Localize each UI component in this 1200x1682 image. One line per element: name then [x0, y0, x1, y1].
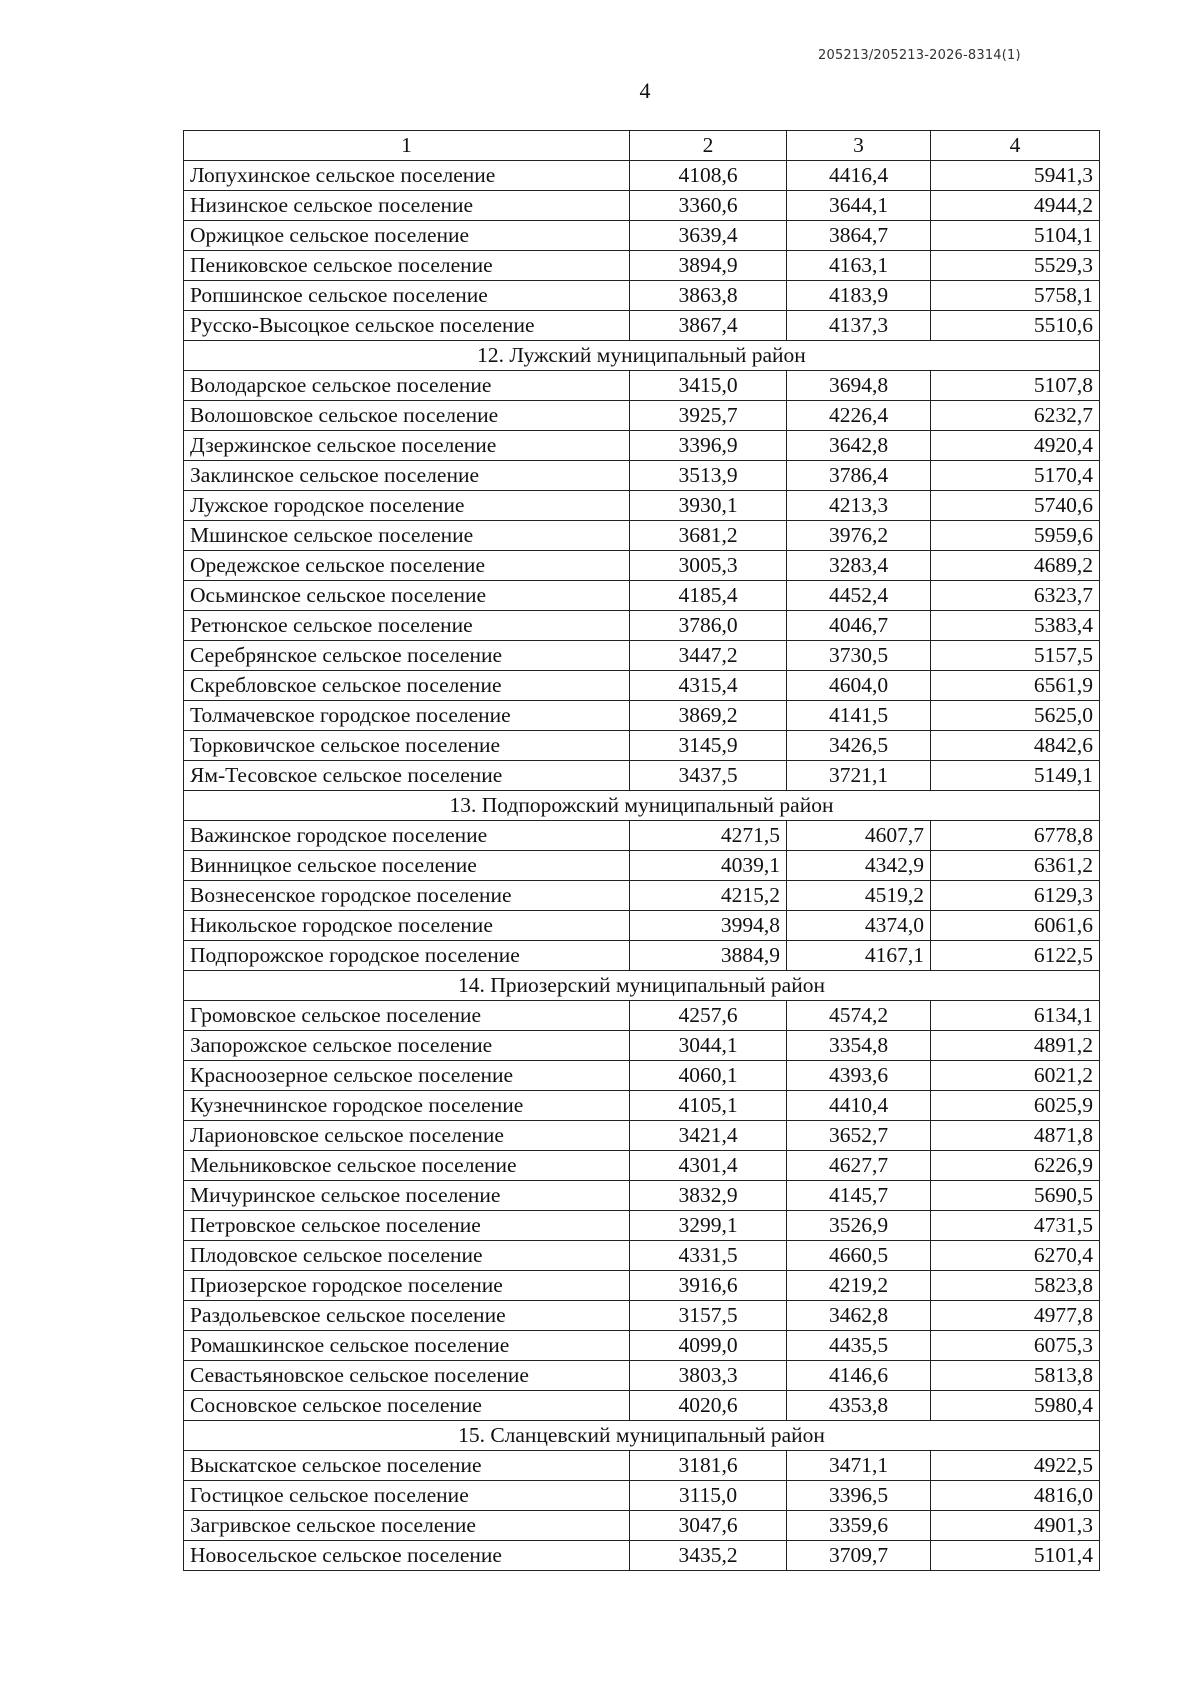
- value-cell-col2: 4301,4: [630, 1151, 787, 1181]
- settlement-name-cell: Подпорожское городское поселение: [184, 941, 630, 971]
- value-cell-col3: 4163,1: [787, 251, 931, 281]
- table-row: [184, 281, 1100, 311]
- settlement-name-cell: Оредежское сельское поселение: [184, 551, 630, 581]
- settlement-name-cell: Пениковское сельское поселение: [184, 251, 630, 281]
- value-cell-col3: 4416,4: [787, 161, 931, 191]
- value-cell-col3: 3283,4: [787, 551, 931, 581]
- value-cell-col2: 3435,2: [630, 1541, 787, 1571]
- value-cell-col4: 6061,6: [931, 911, 1100, 941]
- settlement-name-cell: Винницкое сельское поселение: [184, 851, 630, 881]
- value-cell-col2: 4257,6: [630, 1001, 787, 1031]
- settlement-name-cell: Севастьяновское сельское поселение: [184, 1361, 630, 1391]
- value-cell-col2: 3044,1: [630, 1031, 787, 1061]
- value-cell-col2: 3421,4: [630, 1121, 787, 1151]
- settlement-name-cell: Оржицкое сельское поселение: [184, 221, 630, 251]
- table-row: [184, 461, 1100, 491]
- value-cell-col4: 6226,9: [931, 1151, 1100, 1181]
- value-cell-col2: 3894,9: [630, 251, 787, 281]
- value-cell-col3: 3642,8: [787, 431, 931, 461]
- settlement-name-cell: Вознесенское городское поселение: [184, 881, 630, 911]
- settlement-name-cell: Мичуринское сельское поселение: [184, 1181, 630, 1211]
- table-row: [184, 1151, 1100, 1181]
- value-cell-col3: 3354,8: [787, 1031, 931, 1061]
- value-cell-col4: 4944,2: [931, 191, 1100, 221]
- value-cell-col3: 4167,1: [787, 941, 931, 971]
- settlement-name-cell: Ретюнское сельское поселение: [184, 611, 630, 641]
- table-row: [184, 671, 1100, 701]
- value-cell-col4: 6025,9: [931, 1091, 1100, 1121]
- settlement-name-cell: Важинское городское поселение: [184, 821, 630, 851]
- value-cell-col2: 3145,9: [630, 731, 787, 761]
- value-cell-col4: 6778,8: [931, 821, 1100, 851]
- settlement-name-cell: Торковичское сельское поселение: [184, 731, 630, 761]
- settlement-name-cell: Толмачевское городское поселение: [184, 701, 630, 731]
- value-cell-col2: 3786,0: [630, 611, 787, 641]
- value-cell-col3: 4627,7: [787, 1151, 931, 1181]
- value-cell-col3: 3864,7: [787, 221, 931, 251]
- settlement-name-cell: Приозерское городское поселение: [184, 1271, 630, 1301]
- value-cell-col4: 5383,4: [931, 611, 1100, 641]
- value-cell-col4: 5740,6: [931, 491, 1100, 521]
- table-row: [184, 371, 1100, 401]
- value-cell-col4: 6021,2: [931, 1061, 1100, 1091]
- value-cell-col4: 5170,4: [931, 461, 1100, 491]
- value-cell-col4: 4842,6: [931, 731, 1100, 761]
- value-cell-col4: 5104,1: [931, 221, 1100, 251]
- value-cell-col4: 4920,4: [931, 431, 1100, 461]
- value-cell-col3: 3786,4: [787, 461, 931, 491]
- table-row: [184, 1031, 1100, 1061]
- header-cell-2: 2: [630, 131, 787, 161]
- value-cell-col3: 3426,5: [787, 731, 931, 761]
- section-title: 13. Подпорожский муниципальный район: [184, 791, 1100, 821]
- settlement-name-cell: Дзержинское сельское поселение: [184, 431, 630, 461]
- table-row: [184, 431, 1100, 461]
- value-cell-col3: 4607,7: [787, 821, 931, 851]
- table-row: [184, 761, 1100, 791]
- settlement-name-cell: Громовское сельское поселение: [184, 1001, 630, 1031]
- table-row: [184, 1451, 1100, 1481]
- settlement-name-cell: Загривское сельское поселение: [184, 1511, 630, 1541]
- value-cell-col4: 5157,5: [931, 641, 1100, 671]
- value-cell-col2: 4215,2: [630, 881, 787, 911]
- document-id: 205213/205213-2026-8314(1): [818, 48, 1021, 63]
- value-cell-col3: 4452,4: [787, 581, 931, 611]
- settlement-name-cell: Новосельское сельское поселение: [184, 1541, 630, 1571]
- settlement-name-cell: Русско-Высоцкое сельское поселение: [184, 311, 630, 341]
- settlement-name-cell: Ям-Тесовское сельское поселение: [184, 761, 630, 791]
- value-cell-col2: 3863,8: [630, 281, 787, 311]
- settlement-name-cell: Сосновское сельское поселение: [184, 1391, 630, 1421]
- settlement-name-cell: Раздольевское сельское поселение: [184, 1301, 630, 1331]
- value-cell-col3: 3396,5: [787, 1481, 931, 1511]
- table-row: [184, 911, 1100, 941]
- section-header-row: [184, 971, 1100, 1001]
- value-cell-col4: 4891,2: [931, 1031, 1100, 1061]
- value-cell-col4: 6323,7: [931, 581, 1100, 611]
- value-cell-col2: 3437,5: [630, 761, 787, 791]
- table-row: [184, 1241, 1100, 1271]
- table-row: [184, 1271, 1100, 1301]
- value-cell-col3: 4145,7: [787, 1181, 931, 1211]
- value-cell-col4: 4901,3: [931, 1511, 1100, 1541]
- header-cell-3: 3: [787, 131, 931, 161]
- value-cell-col2: 4315,4: [630, 671, 787, 701]
- value-cell-col3: 4604,0: [787, 671, 931, 701]
- table-row: [184, 1481, 1100, 1511]
- table-row: [184, 1211, 1100, 1241]
- table-row: [184, 941, 1100, 971]
- settlement-name-cell: Володарское сельское поселение: [184, 371, 630, 401]
- value-cell-col3: 4146,6: [787, 1361, 931, 1391]
- settlement-name-cell: Ромашкинское сельское поселение: [184, 1331, 630, 1361]
- value-cell-col3: 4660,5: [787, 1241, 931, 1271]
- value-cell-col2: 3884,9: [630, 941, 787, 971]
- value-cell-col3: 3471,1: [787, 1451, 931, 1481]
- value-cell-col2: 3639,4: [630, 221, 787, 251]
- value-cell-col2: 3513,9: [630, 461, 787, 491]
- settlement-name-cell: Ропшинское сельское поселение: [184, 281, 630, 311]
- value-cell-col4: 4871,8: [931, 1121, 1100, 1151]
- value-cell-col4: 6361,2: [931, 851, 1100, 881]
- settlement-name-cell: Плодовское сельское поселение: [184, 1241, 630, 1271]
- table-row: [184, 1511, 1100, 1541]
- value-cell-col4: 6270,4: [931, 1241, 1100, 1271]
- settlement-name-cell: Красноозерное сельское поселение: [184, 1061, 630, 1091]
- value-cell-col4: 4689,2: [931, 551, 1100, 581]
- value-cell-col3: 4435,5: [787, 1331, 931, 1361]
- table-body: [184, 161, 1100, 1571]
- value-cell-col2: 4060,1: [630, 1061, 787, 1091]
- value-cell-col4: 5529,3: [931, 251, 1100, 281]
- settlement-name-cell: Никольское городское поселение: [184, 911, 630, 941]
- value-cell-col4: 5813,8: [931, 1361, 1100, 1391]
- section-header-row: [184, 341, 1100, 371]
- value-cell-col4: 4731,5: [931, 1211, 1100, 1241]
- value-cell-col2: 3447,2: [630, 641, 787, 671]
- value-cell-col4: 5101,4: [931, 1541, 1100, 1571]
- value-cell-col4: 5107,8: [931, 371, 1100, 401]
- settlement-name-cell: Серебрянское сельское поселение: [184, 641, 630, 671]
- value-cell-col2: 3867,4: [630, 311, 787, 341]
- value-cell-col4: 5823,8: [931, 1271, 1100, 1301]
- table-row: [184, 1301, 1100, 1331]
- value-cell-col4: 6134,1: [931, 1001, 1100, 1031]
- value-cell-col2: 4099,0: [630, 1331, 787, 1361]
- table-row: [184, 1181, 1100, 1211]
- value-cell-col2: 3930,1: [630, 491, 787, 521]
- value-cell-col4: 5690,5: [931, 1181, 1100, 1211]
- settlement-name-cell: Осьминское сельское поселение: [184, 581, 630, 611]
- value-cell-col2: 3157,5: [630, 1301, 787, 1331]
- value-cell-col2: 4020,6: [630, 1391, 787, 1421]
- value-cell-col3: 3709,7: [787, 1541, 931, 1571]
- value-cell-col3: 4219,2: [787, 1271, 931, 1301]
- value-cell-col3: 4141,5: [787, 701, 931, 731]
- section-title: 15. Сланцевский муниципальный район: [184, 1421, 1100, 1451]
- table-row: [184, 401, 1100, 431]
- table-row: [184, 731, 1100, 761]
- section-header-row: [184, 791, 1100, 821]
- table-row: [184, 1331, 1100, 1361]
- section-title: 12. Лужский муниципальный район: [184, 341, 1100, 371]
- table-row: [184, 1541, 1100, 1571]
- value-cell-col3: 3721,1: [787, 761, 931, 791]
- value-cell-col4: 5625,0: [931, 701, 1100, 731]
- value-cell-col2: 3832,9: [630, 1181, 787, 1211]
- table-row: [184, 1061, 1100, 1091]
- table-row: [184, 701, 1100, 731]
- settlement-name-cell: Гостицкое сельское поселение: [184, 1481, 630, 1511]
- value-cell-col2: 4105,1: [630, 1091, 787, 1121]
- settlement-name-cell: Скребловское сельское поселение: [184, 671, 630, 701]
- value-cell-col3: 3359,6: [787, 1511, 931, 1541]
- section-title: 14. Приозерский муниципальный район: [184, 971, 1100, 1001]
- value-cell-col4: 6129,3: [931, 881, 1100, 911]
- value-cell-col2: 3396,9: [630, 431, 787, 461]
- value-cell-col3: 3730,5: [787, 641, 931, 671]
- value-cell-col3: 3694,8: [787, 371, 931, 401]
- table-row: [184, 1001, 1100, 1031]
- value-cell-col3: 4183,9: [787, 281, 931, 311]
- table-row: [184, 491, 1100, 521]
- table-row: [184, 1391, 1100, 1421]
- value-cell-col4: 5941,3: [931, 161, 1100, 191]
- value-cell-col2: 4108,6: [630, 161, 787, 191]
- value-cell-col3: 4046,7: [787, 611, 931, 641]
- table-row: [184, 1361, 1100, 1391]
- value-cell-col3: 3976,2: [787, 521, 931, 551]
- value-cell-col4: 5980,4: [931, 1391, 1100, 1421]
- table-row: [184, 821, 1100, 851]
- settlement-name-cell: Запорожское сельское поселение: [184, 1031, 630, 1061]
- settlement-name-cell: Волошовское сельское поселение: [184, 401, 630, 431]
- value-cell-col4: 6232,7: [931, 401, 1100, 431]
- table-row: [184, 851, 1100, 881]
- value-cell-col3: 3526,9: [787, 1211, 931, 1241]
- value-cell-col4: 4977,8: [931, 1301, 1100, 1331]
- data-table: [183, 130, 1100, 1571]
- value-cell-col3: 4519,2: [787, 881, 931, 911]
- value-cell-col2: 3047,6: [630, 1511, 787, 1541]
- value-cell-col4: 5959,6: [931, 521, 1100, 551]
- value-cell-col2: 4271,5: [630, 821, 787, 851]
- value-cell-col2: 4185,4: [630, 581, 787, 611]
- table-row: [184, 1121, 1100, 1151]
- table-row: [184, 191, 1100, 221]
- table-header-row: [184, 131, 1100, 161]
- settlement-name-cell: Лужское городское поселение: [184, 491, 630, 521]
- value-cell-col3: 4353,8: [787, 1391, 931, 1421]
- value-cell-col2: 3803,3: [630, 1361, 787, 1391]
- value-cell-col3: 3462,8: [787, 1301, 931, 1331]
- value-cell-col2: 3681,2: [630, 521, 787, 551]
- value-cell-col3: 4410,4: [787, 1091, 931, 1121]
- value-cell-col2: 3869,2: [630, 701, 787, 731]
- section-header-row: [184, 1421, 1100, 1451]
- table-row: [184, 251, 1100, 281]
- page-number: 4: [639, 78, 651, 103]
- value-cell-col3: 4342,9: [787, 851, 931, 881]
- value-cell-col4: 5510,6: [931, 311, 1100, 341]
- settlement-name-cell: Кузнечнинское городское поселение: [184, 1091, 630, 1121]
- settlement-name-cell: Выскатское сельское поселение: [184, 1451, 630, 1481]
- table-row: [184, 641, 1100, 671]
- value-cell-col4: 4816,0: [931, 1481, 1100, 1511]
- table-row: [184, 1091, 1100, 1121]
- value-cell-col2: 3181,6: [630, 1451, 787, 1481]
- header-cell-4: 4: [931, 131, 1100, 161]
- value-cell-col2: 4331,5: [630, 1241, 787, 1271]
- value-cell-col2: 3360,6: [630, 191, 787, 221]
- value-cell-col3: 4374,0: [787, 911, 931, 941]
- value-cell-col2: 3994,8: [630, 911, 787, 941]
- value-cell-col2: 3115,0: [630, 1481, 787, 1511]
- value-cell-col3: 4213,3: [787, 491, 931, 521]
- value-cell-col3: 3652,7: [787, 1121, 931, 1151]
- value-cell-col4: 6122,5: [931, 941, 1100, 971]
- value-cell-col2: 3925,7: [630, 401, 787, 431]
- value-cell-col3: 3644,1: [787, 191, 931, 221]
- settlement-name-cell: Лопухинское сельское поселение: [184, 161, 630, 191]
- settlement-name-cell: Ларионовское сельское поселение: [184, 1121, 630, 1151]
- value-cell-col4: 5758,1: [931, 281, 1100, 311]
- settlement-name-cell: Мшинское сельское поселение: [184, 521, 630, 551]
- table-row: [184, 521, 1100, 551]
- value-cell-col2: 3299,1: [630, 1211, 787, 1241]
- value-cell-col2: 4039,1: [630, 851, 787, 881]
- value-cell-col3: 4393,6: [787, 1061, 931, 1091]
- settlement-name-cell: Петровское сельское поселение: [184, 1211, 630, 1241]
- table-row: [184, 221, 1100, 251]
- settlement-name-cell: Низинское сельское поселение: [184, 191, 630, 221]
- table-row: [184, 881, 1100, 911]
- table-row: [184, 551, 1100, 581]
- table-row: [184, 581, 1100, 611]
- value-cell-col4: 6075,3: [931, 1331, 1100, 1361]
- value-cell-col3: 4137,3: [787, 311, 931, 341]
- value-cell-col3: 4226,4: [787, 401, 931, 431]
- header-cell-1: 1: [184, 131, 630, 161]
- value-cell-col2: 3916,6: [630, 1271, 787, 1301]
- table-row: [184, 311, 1100, 341]
- table-row: [184, 611, 1100, 641]
- value-cell-col2: 3415,0: [630, 371, 787, 401]
- value-cell-col2: 3005,3: [630, 551, 787, 581]
- value-cell-col4: 5149,1: [931, 761, 1100, 791]
- settlement-name-cell: Заклинское сельское поселение: [184, 461, 630, 491]
- value-cell-col4: 6561,9: [931, 671, 1100, 701]
- table-row: [184, 161, 1100, 191]
- settlement-name-cell: Мельниковское сельское поселение: [184, 1151, 630, 1181]
- value-cell-col3: 4574,2: [787, 1001, 931, 1031]
- value-cell-col4: 4922,5: [931, 1451, 1100, 1481]
